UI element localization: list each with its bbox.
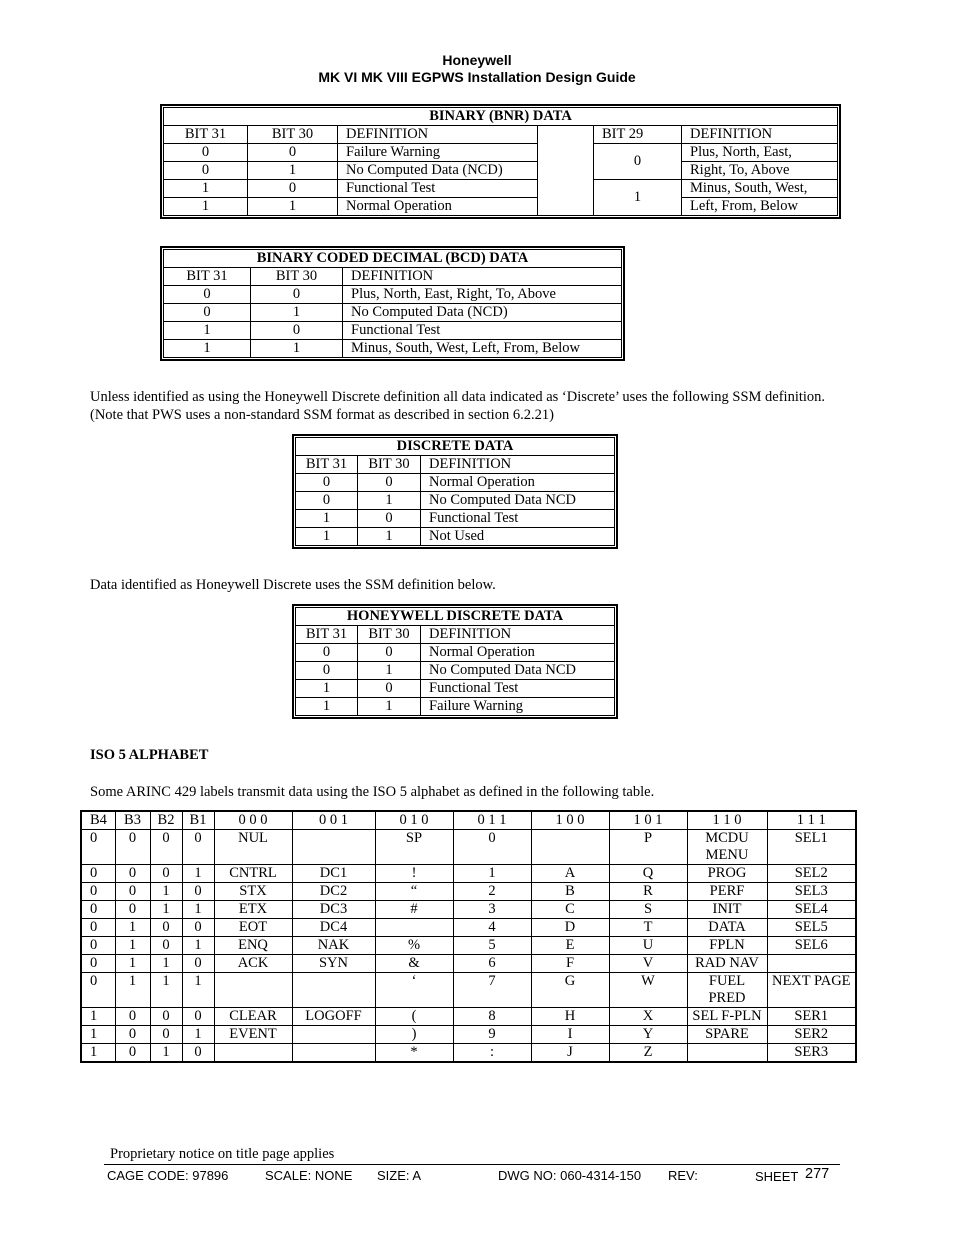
honeywell-discrete-paragraph: Data identified as Honeywell Discrete uses the SSM definition below.	[90, 577, 496, 593]
iso-cell: SER3	[767, 1044, 856, 1063]
sheet-number: 277	[805, 1166, 830, 1182]
iso-cell: 0	[115, 901, 150, 919]
discrete-header-definition: DEFINITION	[421, 456, 615, 474]
iso-cell: EVENT	[214, 1026, 292, 1044]
iso-cell: 0	[115, 1044, 150, 1063]
bcd-cell: 0	[164, 304, 251, 322]
iso-header-cell: 0 1 0	[375, 811, 453, 830]
discrete-cell: Not Used	[421, 528, 615, 546]
iso-cell: SEL1	[767, 830, 856, 865]
iso-cell: 9	[453, 1026, 531, 1044]
iso-cell: P	[609, 830, 687, 865]
iso-cell: PROG	[687, 865, 767, 883]
iso-cell: LOGOFF	[292, 1008, 375, 1026]
drawing-number: DWG NO: 060-4314-150	[498, 1168, 642, 1183]
scale: SCALE: NONE	[265, 1168, 353, 1183]
table-row	[296, 528, 615, 546]
table-row	[81, 883, 856, 901]
iso-cell: (	[375, 1008, 453, 1026]
bnr-bit29-def: Minus, South, West,	[682, 180, 838, 198]
table-row	[81, 955, 856, 973]
bcd-table	[160, 246, 625, 361]
iso-cell: 0	[115, 865, 150, 883]
iso-cell: 1	[81, 1008, 115, 1026]
bnr-cell: 0	[164, 162, 248, 180]
hdiscrete-header-bit30: BIT 30	[358, 626, 421, 644]
bnr-bit29-cell: 1	[594, 180, 682, 216]
iso-cell: 2	[453, 883, 531, 901]
iso-cell: 0	[81, 865, 115, 883]
discrete-cell: 1	[358, 492, 421, 510]
bcd-cell: 0	[164, 286, 251, 304]
discrete-table	[292, 434, 618, 549]
iso-cell: 1	[182, 1026, 214, 1044]
iso-header-cell: 0 0 0	[214, 811, 292, 830]
iso-cell: “	[375, 883, 453, 901]
iso-cell: NAK	[292, 937, 375, 955]
iso-cell: 1	[150, 901, 182, 919]
iso-cell: SER1	[767, 1008, 856, 1026]
table-row	[81, 937, 856, 955]
iso-cell: F	[531, 955, 609, 973]
bnr-bit29-def: Left, From, Below	[682, 198, 838, 216]
iso-cell: RAD NAV	[687, 955, 767, 973]
hdiscrete-cell: 0	[296, 662, 358, 680]
bnr-title: BINARY (BNR) DATA	[164, 108, 838, 126]
iso-cell: CNTRL	[214, 865, 292, 883]
iso-cell: Z	[609, 1044, 687, 1063]
iso-cell: 1	[150, 955, 182, 973]
iso-cell: 0	[81, 901, 115, 919]
iso-cell: :	[453, 1044, 531, 1063]
bnr-cell: Failure Warning	[338, 144, 538, 162]
discrete-cell: 1	[358, 528, 421, 546]
hdiscrete-cell: Functional Test	[421, 680, 615, 698]
iso-cell	[214, 973, 292, 1008]
iso-cell: 0	[150, 937, 182, 955]
iso-cell	[531, 830, 609, 865]
discrete-cell: Functional Test	[421, 510, 615, 528]
iso-heading: ISO 5 ALPHABET	[90, 747, 209, 763]
discrete-title: DISCRETE DATA	[296, 438, 615, 456]
table-row	[81, 901, 856, 919]
bcd-cell: Functional Test	[343, 322, 622, 340]
iso-cell	[767, 955, 856, 973]
iso-cell: 0	[453, 830, 531, 865]
iso-cell	[292, 1044, 375, 1063]
iso-cell: DC3	[292, 901, 375, 919]
document-company: Honeywell	[442, 52, 512, 68]
iso-cell	[214, 1044, 292, 1063]
table-row	[81, 865, 856, 883]
iso-cell: 1	[182, 973, 214, 1008]
discrete-cell: 1	[296, 510, 358, 528]
honeywell-discrete-table	[292, 604, 618, 719]
iso-cell: 6	[453, 955, 531, 973]
hdiscrete-header-bit31: BIT 31	[296, 626, 358, 644]
iso-cell: X	[609, 1008, 687, 1026]
table-row	[296, 474, 615, 492]
bnr-cell: 0	[248, 144, 338, 162]
iso-cell: 0	[182, 830, 214, 865]
iso-cell: 0	[150, 1026, 182, 1044]
iso-cell: NEXT PAGE	[767, 973, 856, 1008]
table-row	[164, 198, 838, 216]
iso-header-cell: B3	[115, 811, 150, 830]
iso-cell: I	[531, 1026, 609, 1044]
iso-cell: *	[375, 1044, 453, 1063]
cage-code: CAGE CODE: 97896	[107, 1168, 229, 1183]
discrete-cell: Normal Operation	[421, 474, 615, 492]
iso-cell: H	[531, 1008, 609, 1026]
iso-cell: SEL2	[767, 865, 856, 883]
iso-cell: 1	[115, 937, 150, 955]
hdiscrete-header-definition: DEFINITION	[421, 626, 615, 644]
iso-cell: DC2	[292, 883, 375, 901]
bnr-header-bit29: BIT 29	[594, 126, 682, 144]
bcd-header-bit30: BIT 30	[251, 268, 343, 286]
iso-cell: SEL4	[767, 901, 856, 919]
iso-cell: 0	[115, 883, 150, 901]
iso-cell: 0	[81, 937, 115, 955]
iso-cell: 0	[150, 865, 182, 883]
iso-cell: G	[531, 973, 609, 1008]
table-row	[81, 973, 856, 1008]
iso-cell: 7	[453, 973, 531, 1008]
hdiscrete-cell: 0	[358, 680, 421, 698]
iso-cell: %	[375, 937, 453, 955]
bnr-cell: 0	[164, 144, 248, 162]
size: SIZE: A	[377, 1168, 422, 1183]
iso-cell: SER2	[767, 1026, 856, 1044]
bcd-cell: Minus, South, West, Left, From, Below	[343, 340, 622, 358]
discrete-header-bit31: BIT 31	[296, 456, 358, 474]
iso-cell: 0	[150, 919, 182, 937]
iso-cell: &	[375, 955, 453, 973]
ssm-paragraph: Unless identified as using the Honeywell Discrete definition all data indicated as ‘Discrete’ uses the following SSM definition. (Note that PWS uses a non-standard SSM format as described in section 6.2.21)	[90, 389, 826, 423]
bcd-cell: No Computed Data (NCD)	[343, 304, 622, 322]
proprietary-notice: Proprietary notice on title page applies	[110, 1146, 335, 1162]
table-row	[296, 510, 615, 528]
iso-cell: !	[375, 865, 453, 883]
iso-cell: V	[609, 955, 687, 973]
iso-cell: 5	[453, 937, 531, 955]
iso-cell: EOT	[214, 919, 292, 937]
table-row	[81, 1008, 856, 1026]
bnr-bit29-cell: 0	[594, 144, 682, 180]
discrete-header-bit30: BIT 30	[358, 456, 421, 474]
table-row	[164, 322, 622, 340]
hdiscrete-cell: 0	[358, 644, 421, 662]
bcd-cell: 1	[251, 340, 343, 358]
bnr-spacer	[538, 126, 594, 216]
document-title: MK VI MK VIII EGPWS Installation Design Guide	[318, 69, 636, 85]
iso-header-cell: 1 0 1	[609, 811, 687, 830]
iso-cell: 1	[81, 1044, 115, 1063]
table-row	[81, 1026, 856, 1044]
iso-cell: ACK	[214, 955, 292, 973]
iso-cell: 3	[453, 901, 531, 919]
bcd-header-bit31: BIT 31	[164, 268, 251, 286]
sheet-label: SHEET	[755, 1169, 799, 1184]
iso-cell: ETX	[214, 901, 292, 919]
hdiscrete-cell: 1	[296, 698, 358, 716]
revision: REV:	[668, 1168, 698, 1183]
hdiscrete-cell: 1	[296, 680, 358, 698]
bnr-cell: 1	[164, 198, 248, 216]
iso-cell: 1	[150, 1044, 182, 1063]
bnr-cell: 1	[164, 180, 248, 198]
hdiscrete-cell: 0	[296, 644, 358, 662]
iso-cell: SEL6	[767, 937, 856, 955]
bcd-cell: Plus, North, East, Right, To, Above	[343, 286, 622, 304]
bnr-cell: 1	[248, 198, 338, 216]
iso-cell: Q	[609, 865, 687, 883]
bnr-header-bit31: BIT 31	[164, 126, 248, 144]
table-row	[81, 830, 856, 865]
iso-header-cell: B2	[150, 811, 182, 830]
iso-header-cell: 1 1 1	[767, 811, 856, 830]
hdiscrete-cell: Failure Warning	[421, 698, 615, 716]
table-row	[81, 1044, 856, 1063]
bnr-cell: Normal Operation	[338, 198, 538, 216]
iso-cell: W	[609, 973, 687, 1008]
iso-cell: E	[531, 937, 609, 955]
discrete-cell: 0	[358, 510, 421, 528]
iso-cell: STX	[214, 883, 292, 901]
table-row	[296, 680, 615, 698]
iso-cell: 1	[453, 865, 531, 883]
iso-cell	[292, 1026, 375, 1044]
iso-cell	[292, 973, 375, 1008]
iso-cell: 0	[81, 919, 115, 937]
bnr-cell: 0	[248, 180, 338, 198]
discrete-cell: 0	[296, 492, 358, 510]
iso-cell: B	[531, 883, 609, 901]
iso-header-cell: 0 1 1	[453, 811, 531, 830]
hdiscrete-cell: 1	[358, 698, 421, 716]
hdiscrete-cell: No Computed Data NCD	[421, 662, 615, 680]
table-row	[164, 304, 622, 322]
iso-cell: 1	[182, 937, 214, 955]
table-row	[164, 340, 622, 358]
iso-cell: C	[531, 901, 609, 919]
iso-cell: DC4	[292, 919, 375, 937]
iso-cell: 0	[182, 1008, 214, 1026]
iso-cell: SEL F-PLN	[687, 1008, 767, 1026]
iso-cell: 0	[182, 1044, 214, 1063]
iso-cell: 1	[115, 919, 150, 937]
hdiscrete-title: HONEYWELL DISCRETE DATA	[296, 608, 615, 626]
bcd-title: BINARY CODED DECIMAL (BCD) DATA	[164, 250, 622, 268]
iso-header-cell: 1 0 0	[531, 811, 609, 830]
bnr-cell: No Computed Data (NCD)	[338, 162, 538, 180]
bnr-header-bit30: BIT 30	[248, 126, 338, 144]
bnr-header-definition-2: DEFINITION	[682, 126, 838, 144]
iso-cell: SPARE	[687, 1026, 767, 1044]
iso-cell: 1	[150, 973, 182, 1008]
iso-cell: #	[375, 901, 453, 919]
iso-cell: 0	[115, 830, 150, 865]
iso-cell: A	[531, 865, 609, 883]
iso-paragraph: Some ARINC 429 labels transmit data using the ISO 5 alphabet as defined in the following table.	[90, 784, 655, 800]
iso-cell: 0	[150, 830, 182, 865]
table-row	[296, 698, 615, 716]
iso-cell: 0	[81, 973, 115, 1008]
iso-cell	[292, 830, 375, 865]
bnr-cell: 1	[248, 162, 338, 180]
iso-cell: 0	[115, 1008, 150, 1026]
iso-cell: 1	[115, 955, 150, 973]
iso-cell: T	[609, 919, 687, 937]
iso-cell: 8	[453, 1008, 531, 1026]
iso-header-cell: B1	[182, 811, 214, 830]
iso-cell: DC1	[292, 865, 375, 883]
iso-cell: INIT	[687, 901, 767, 919]
table-row	[296, 492, 615, 510]
iso-cell: 1	[150, 883, 182, 901]
iso-header-cell: 1 1 0	[687, 811, 767, 830]
iso-cell: 1	[81, 1026, 115, 1044]
discrete-cell: 0	[358, 474, 421, 492]
iso-cell: FUEL PRED	[687, 973, 767, 1008]
iso5-table	[80, 810, 857, 1063]
bcd-header-definition: DEFINITION	[343, 268, 622, 286]
table-row	[296, 644, 615, 662]
iso-cell: 0	[182, 955, 214, 973]
iso-cell: 0	[81, 830, 115, 865]
bnr-header-definition: DEFINITION	[338, 126, 538, 144]
bnr-cell: Functional Test	[338, 180, 538, 198]
table-row	[164, 180, 838, 198]
hdiscrete-cell: Normal Operation	[421, 644, 615, 662]
bcd-cell: 0	[251, 322, 343, 340]
table-row	[296, 662, 615, 680]
discrete-cell: 1	[296, 528, 358, 546]
iso-cell: 0	[150, 1008, 182, 1026]
iso-cell: 0	[182, 883, 214, 901]
iso-cell: U	[609, 937, 687, 955]
iso-cell: NUL	[214, 830, 292, 865]
iso-cell: FPLN	[687, 937, 767, 955]
iso-cell: SEL5	[767, 919, 856, 937]
iso-cell: ‘	[375, 973, 453, 1008]
bcd-cell: 1	[164, 322, 251, 340]
table-row	[81, 919, 856, 937]
bcd-cell: 1	[251, 304, 343, 322]
iso-header-cell: B4	[81, 811, 115, 830]
iso-cell: 1	[115, 973, 150, 1008]
bnr-bit29-def: Right, To, Above	[682, 162, 838, 180]
iso-cell: J	[531, 1044, 609, 1063]
iso-cell: DATA	[687, 919, 767, 937]
bnr-table	[160, 104, 841, 219]
table-row	[164, 162, 838, 180]
iso-cell: S	[609, 901, 687, 919]
iso-cell: SEL3	[767, 883, 856, 901]
iso-cell: D	[531, 919, 609, 937]
iso-cell: 0	[182, 919, 214, 937]
table-row	[164, 286, 622, 304]
discrete-cell: No Computed Data NCD	[421, 492, 615, 510]
bcd-cell: 0	[251, 286, 343, 304]
iso-header-row	[81, 811, 856, 830]
iso-cell	[375, 919, 453, 937]
iso-cell: )	[375, 1026, 453, 1044]
bnr-bit29-def: Plus, North, East,	[682, 144, 838, 162]
hdiscrete-cell: 1	[358, 662, 421, 680]
iso-cell: PERF	[687, 883, 767, 901]
iso-cell: 0	[81, 883, 115, 901]
iso-cell: SP	[375, 830, 453, 865]
iso-cell: 1	[182, 865, 214, 883]
footer-divider	[104, 1164, 840, 1165]
iso-cell: 4	[453, 919, 531, 937]
iso-cell: 1	[182, 901, 214, 919]
iso-cell: SYN	[292, 955, 375, 973]
discrete-cell: 0	[296, 474, 358, 492]
iso-cell: 0	[81, 955, 115, 973]
iso-cell: CLEAR	[214, 1008, 292, 1026]
iso-cell: R	[609, 883, 687, 901]
iso-cell: ENQ	[214, 937, 292, 955]
iso-cell	[687, 1044, 767, 1063]
bcd-cell: 1	[164, 340, 251, 358]
table-row	[164, 144, 838, 162]
iso-cell: 0	[115, 1026, 150, 1044]
iso-cell: MCDU MENU	[687, 830, 767, 865]
iso-cell: Y	[609, 1026, 687, 1044]
iso-header-cell: 0 0 1	[292, 811, 375, 830]
